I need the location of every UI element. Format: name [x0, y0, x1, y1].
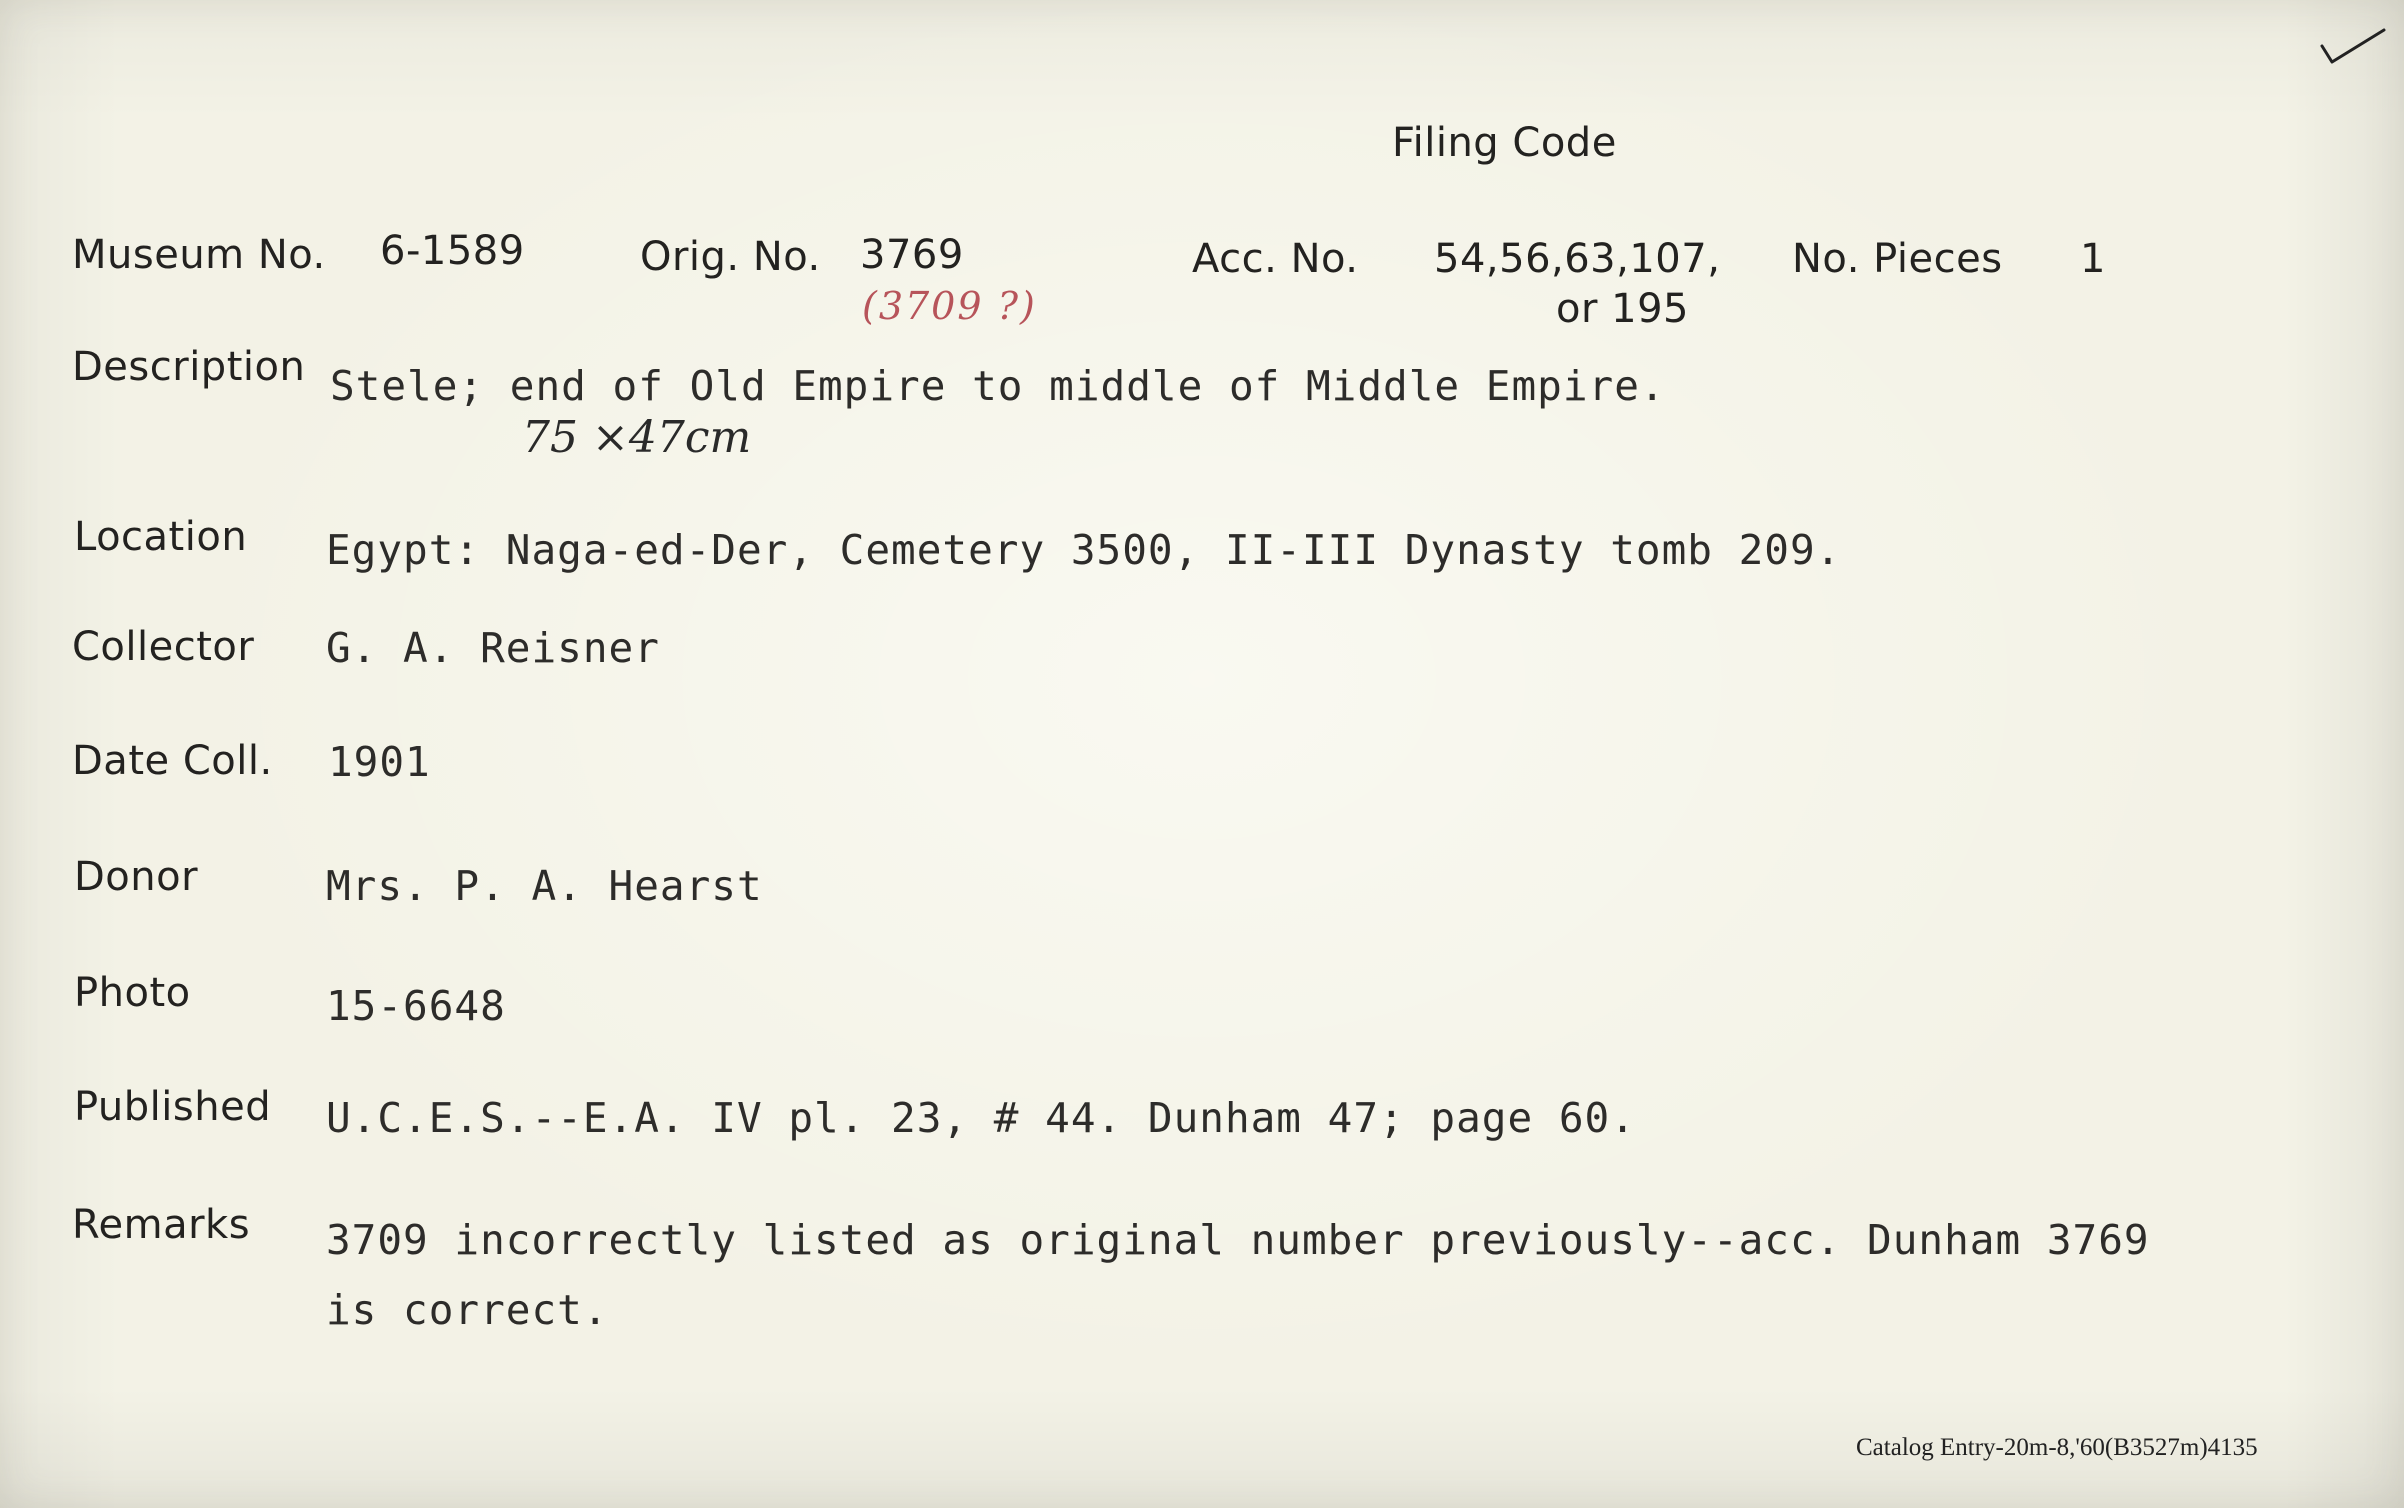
published-label: Published	[74, 1084, 272, 1130]
no-pieces-label: No. Pieces	[1792, 236, 2003, 282]
orig-no-label: Orig. No.	[640, 234, 821, 280]
no-pieces-value: 1	[2080, 236, 2106, 282]
remarks-line1: 3709 incorrectly listed as original number previously--acc. Dunham 3769	[326, 1216, 2150, 1264]
location-label: Location	[74, 514, 248, 560]
orig-no-value: 3769	[860, 232, 964, 278]
orig-no-annotation: (3709 ?)	[862, 284, 1037, 328]
description-dimensions: 75 ×47cm	[522, 412, 752, 463]
museum-no-value: 6-1589	[380, 228, 525, 274]
acc-no-value-line2: or 195	[1556, 286, 1689, 332]
description-label: Description	[72, 344, 306, 390]
collector-label: Collector	[72, 624, 255, 670]
acc-no-value-line1: 54,56,63,107,	[1434, 236, 1721, 282]
acc-no-label: Acc. No.	[1192, 236, 1359, 282]
collector-value: G. A. Reisner	[326, 624, 660, 672]
remarks-label: Remarks	[72, 1202, 251, 1248]
date-coll-label: Date Coll.	[72, 738, 273, 784]
photo-label: Photo	[74, 970, 191, 1016]
date-coll-value: 1901	[328, 738, 431, 786]
published-value: U.C.E.S.--E.A. IV pl. 23, # 44. Dunham 47; page 60.	[326, 1094, 1636, 1142]
donor-value: Mrs. P. A. Hearst	[326, 862, 763, 910]
location-value: Egypt: Naga-ed-Der, Cemetery 3500, II-III Dynasty tomb 209.	[326, 526, 1842, 574]
filing-code-label: Filing Code	[1392, 120, 1617, 166]
remarks-line2: is correct.	[326, 1286, 609, 1334]
description-value: Stele; end of Old Empire to middle of Middle Empire.	[330, 362, 1666, 410]
donor-label: Donor	[74, 854, 199, 900]
photo-value: 15-6648	[326, 982, 506, 1030]
catalog-footer: Catalog Entry-20m-8,'60(B3527m)4135	[1856, 1434, 2258, 1461]
museum-no-label: Museum No.	[72, 232, 326, 278]
checkmark-icon	[2318, 26, 2388, 68]
